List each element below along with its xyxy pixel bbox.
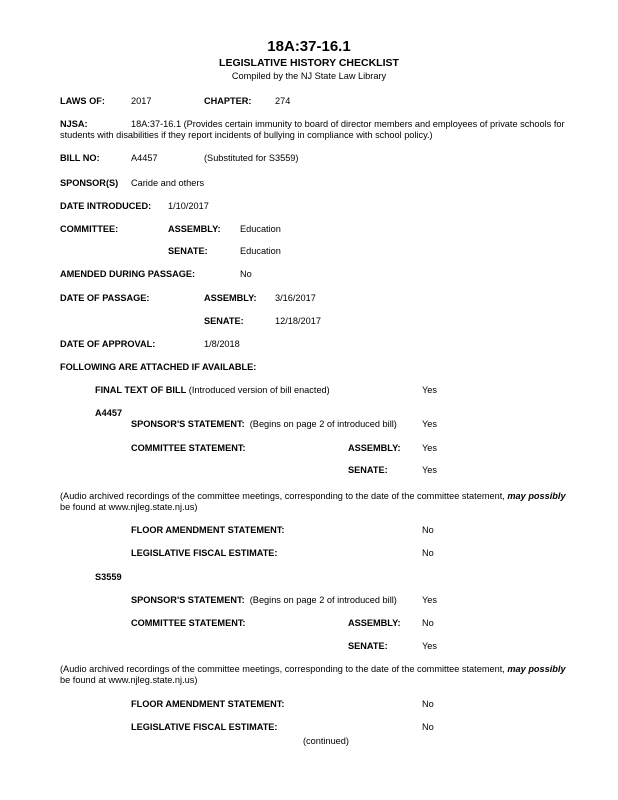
passage-assembly-value: 3/16/2017 xyxy=(275,293,316,303)
a4457-sponsor-label: SPONSOR'S STATEMENT: xyxy=(131,419,245,429)
njsa-line-1: 18A:37-16.1 (Provides certain immunity to board of director members and employees of private schools for xyxy=(131,119,565,129)
committee-assembly-value: Education xyxy=(240,224,281,234)
bill-s3559-heading: S3559 xyxy=(95,572,122,582)
a4457-audio-line-1 xyxy=(60,492,566,501)
attached-heading: FOLLOWING ARE ATTACHED IF AVAILABLE: xyxy=(60,362,257,372)
a4457-assembly-label: ASSEMBLY: xyxy=(348,443,401,453)
sponsors-value: Caride and others xyxy=(131,178,205,188)
s3559-sponsor-note: (Begins on page 2 of introduced bill) xyxy=(249,595,397,605)
a4457-fiscal-label: LEGISLATIVE FISCAL ESTIMATE: xyxy=(131,548,278,558)
date-introduced-label: DATE INTRODUCED: xyxy=(60,201,152,211)
amended-value: No xyxy=(240,269,252,279)
s3559-audio-line-1 xyxy=(60,665,566,674)
a4457-sponsor-note: (Begins on page 2 of introduced bill) xyxy=(249,419,397,429)
a4457-committee-label: COMMITTEE STATEMENT: xyxy=(131,443,246,453)
passage-assembly-label: ASSEMBLY: xyxy=(204,293,257,303)
compiled-by: Compiled by the NJ State Law Library xyxy=(231,71,387,81)
final-text-label: FINAL TEXT OF BILL xyxy=(95,385,187,395)
a4457-floor-value: No xyxy=(422,525,434,535)
bill-no-value: A4457 xyxy=(131,153,158,163)
s3559-assembly-label: ASSEMBLY: xyxy=(348,618,401,628)
a4457-audio-line-2: be found at www.njleg.state.nj.us) xyxy=(60,502,198,512)
s3559-sponsor-label: SPONSOR'S STATEMENT: xyxy=(131,595,245,605)
s3559-fiscal-value: No xyxy=(422,722,434,732)
a4457-audio-emph: may possibly xyxy=(507,491,566,501)
committee-senate-label: SENATE: xyxy=(168,246,208,256)
laws-of-label: LAWS OF: xyxy=(60,96,105,106)
passage-label: DATE OF PASSAGE: xyxy=(60,293,150,303)
bill-no-note: (Substituted for S3559) xyxy=(204,153,299,163)
continued-note: (continued) xyxy=(303,736,349,746)
s3559-committee-label: COMMITTEE STATEMENT: xyxy=(131,618,246,628)
s3559-audio-emph: may possibly xyxy=(507,664,566,674)
final-text-value: Yes xyxy=(422,385,437,395)
passage-senate-label: SENATE: xyxy=(204,316,244,326)
laws-of-value: 2017 xyxy=(131,96,152,106)
s3559-assembly-value: No xyxy=(422,618,434,628)
s3559-senate-value: Yes xyxy=(422,641,437,651)
final-text-row xyxy=(95,386,330,395)
sponsors-label: SPONSOR(S) xyxy=(60,178,119,188)
s3559-audio-pre: (Audio archived recordings of the committee meetings, corresponding to the date of the committee statement, xyxy=(60,664,505,674)
s3559-audio-line-2: be found at www.njleg.state.nj.us) xyxy=(60,675,198,685)
approval-label: DATE OF APPROVAL: xyxy=(60,339,156,349)
njsa-line-2: students with disabilities if they report incidents of bullying in compliance with school policy.) xyxy=(60,130,433,140)
a4457-sponsor-row xyxy=(131,420,397,429)
s3559-floor-label: FLOOR AMENDMENT STATEMENT: xyxy=(131,699,285,709)
committee-senate-value: Education xyxy=(240,246,281,256)
checklist-title: LEGISLATIVE HISTORY CHECKLIST xyxy=(219,57,399,69)
s3559-floor-value: No xyxy=(422,699,434,709)
njsa-label: NJSA: xyxy=(60,119,88,129)
s3559-sponsor-value: Yes xyxy=(422,595,437,605)
amended-label: AMENDED DURING PASSAGE: xyxy=(60,269,196,279)
chapter-value: 274 xyxy=(275,96,291,106)
s3559-fiscal-label: LEGISLATIVE FISCAL ESTIMATE: xyxy=(131,722,278,732)
s3559-sponsor-row xyxy=(131,596,397,605)
statute-number: 18A:37-16.1 xyxy=(267,38,351,55)
approval-value: 1/8/2018 xyxy=(204,339,240,349)
s3559-senate-label: SENATE: xyxy=(348,641,388,651)
bill-a4457-heading: A4457 xyxy=(95,408,123,418)
final-text-note: (Introduced version of bill enacted) xyxy=(188,385,330,395)
passage-senate-value: 12/18/2017 xyxy=(275,316,321,326)
committee-label: COMMITTEE: xyxy=(60,224,119,234)
chapter-label: CHAPTER: xyxy=(204,96,252,106)
a4457-floor-label: FLOOR AMENDMENT STATEMENT: xyxy=(131,525,285,535)
a4457-audio-pre: (Audio archived recordings of the committee meetings, corresponding to the date of the committee statement, xyxy=(60,491,505,501)
a4457-senate-label: SENATE: xyxy=(348,465,388,475)
date-introduced-value: 1/10/2017 xyxy=(168,201,209,211)
a4457-senate-value: Yes xyxy=(422,465,437,475)
a4457-fiscal-value: No xyxy=(422,548,434,558)
a4457-assembly-value: Yes xyxy=(422,443,437,453)
bill-no-label: BILL NO: xyxy=(60,153,100,163)
a4457-sponsor-value: Yes xyxy=(422,419,437,429)
committee-assembly-label: ASSEMBLY: xyxy=(168,224,221,234)
